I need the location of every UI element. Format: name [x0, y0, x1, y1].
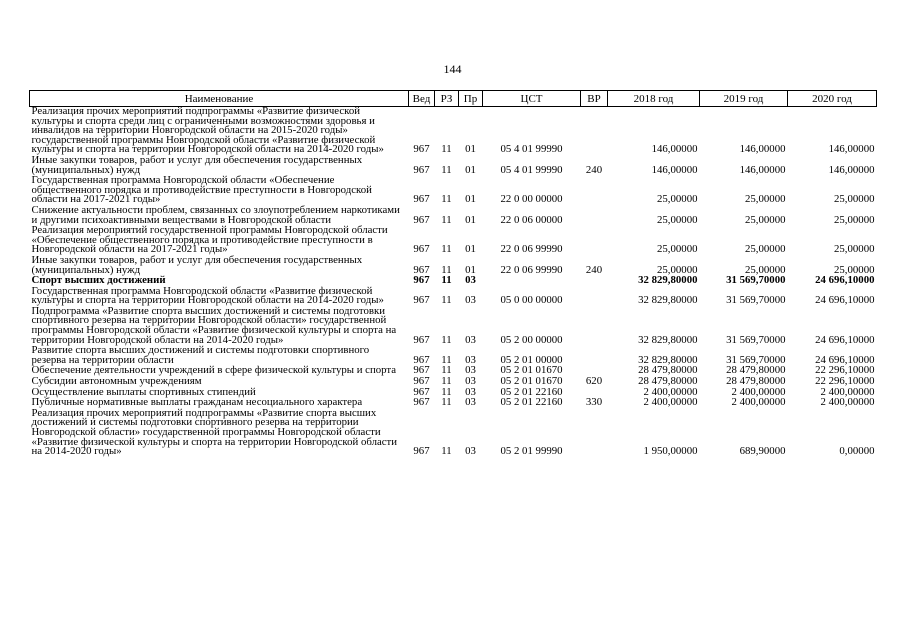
budget-table [29, 90, 877, 458]
cell-2018: 28 479,80000 [638, 364, 698, 377]
cell-2019: 25,00000 [745, 243, 786, 256]
cell-rz: 11 [441, 445, 452, 458]
table-row [30, 307, 877, 346]
cell-pr: 03 [465, 274, 476, 287]
cell-pr: 03 [465, 375, 476, 388]
column-header-name: Наименование [30, 91, 409, 107]
cell-rz: 11 [441, 385, 452, 398]
cell-2019: 28 479,80000 [726, 375, 786, 388]
column-header-vr: ВР [581, 91, 608, 107]
cell-pr: 03 [465, 396, 476, 409]
table-row [30, 156, 877, 176]
cell-rz: 11 [441, 193, 452, 206]
cell-vr [581, 176, 608, 206]
column-header-2020: 2020 год [788, 91, 877, 107]
cell-name: Государственная программа Новгородской области «Развитие физической культуры и спорта на территории Новгородской области на 2014-2020 годы» [31, 284, 384, 307]
cell-rz: 11 [441, 163, 452, 176]
cell-ved: 967 [413, 263, 430, 276]
cell-2018: 32 829,80000 [638, 333, 698, 346]
cell-name: Подпрограмма «Развитие спорта высших достижений и системы подготовки спортивного резерва на территории Новгородской области» государственной программы Новгородской области «Развитие физической культуры и спорта на территории Новгородской области на 2014-2020 годы» [31, 304, 397, 346]
cell-2019: 25,00000 [745, 213, 786, 226]
table-row [30, 256, 877, 276]
cell-ved: 967 [413, 243, 430, 256]
cell-ved: 967 [413, 163, 430, 176]
cell-2018: 32 829,80000 [638, 353, 698, 366]
cell-vr: 620 [585, 375, 603, 388]
cell-2018: 32 829,80000 [638, 274, 698, 287]
cell-2018: 28 479,80000 [638, 375, 698, 388]
cell-pr: 01 [465, 143, 476, 156]
cell-ved: 967 [413, 364, 430, 377]
cell-rz: 11 [441, 294, 452, 307]
cell-2019: 31 569,70000 [726, 333, 786, 346]
cell-rz: 11 [441, 143, 452, 156]
cell-2020: 2 400,00000 [820, 385, 875, 398]
cell-2018: 2 400,00000 [643, 385, 698, 398]
cell-name: Государственная программа Новгородской области «Обеспечение общественного порядка и противодействие преступности в Новгородской области на 2017-2021 годы» [31, 174, 372, 206]
cell-cst: 05 2 01 01670 [500, 375, 563, 388]
cell-2018: 1 950,00000 [643, 445, 698, 458]
cell-2018: 25,00000 [657, 193, 698, 206]
cell-2020: 24 696,10000 [815, 353, 875, 366]
cell-2020: 24 696,10000 [815, 274, 875, 287]
cell-2019: 146,00000 [739, 143, 786, 156]
cell-2020: 22 296,10000 [815, 375, 875, 388]
cell-ved: 967 [413, 143, 430, 156]
cell-vr [581, 107, 608, 156]
column-header-ved: Вед [409, 91, 435, 107]
cell-pr: 03 [465, 385, 476, 398]
cell-vr [581, 409, 608, 458]
cell-name: Реализация прочих мероприятий подпрограммы «Развитие физической культуры и спорта среди лиц с ограниченными возможностями здоровья и инвалидов на территории Новгородской области на 2015-2020 годы» государственной программы Новгородской области «Развитие физической культуры и спорта на территории Новгородской области на 2014-2020 годы» [31, 105, 384, 156]
cell-cst: 05 2 00 00000 [500, 333, 563, 346]
cell-cst: 05 2 01 22160 [500, 385, 563, 398]
cell-ved: 967 [413, 274, 430, 287]
cell-ved: 967 [413, 193, 430, 206]
cell-2020: 25,00000 [834, 243, 875, 256]
cell-pr: 01 [465, 163, 476, 176]
page-number: 144 [443, 62, 462, 76]
cell-2018: 2 400,00000 [643, 396, 698, 409]
cell-2020: 146,00000 [828, 163, 875, 176]
cell-2019: 31 569,70000 [726, 274, 786, 287]
cell-pr: 01 [465, 263, 476, 276]
cell-cst: 22 0 06 99990 [500, 263, 563, 276]
cell-vr [581, 276, 608, 287]
cell-rz: 11 [441, 375, 452, 388]
cell-2019: 31 569,70000 [726, 294, 786, 307]
cell-pr: 01 [465, 243, 476, 256]
cell-cst [483, 276, 581, 287]
cell-pr: 03 [465, 353, 476, 366]
cell-pr: 03 [465, 294, 476, 307]
cell-ved: 967 [413, 294, 430, 307]
cell-rz: 11 [441, 274, 452, 287]
table-row [30, 107, 877, 156]
cell-2019: 2 400,00000 [731, 396, 786, 409]
cell-2020: 24 696,10000 [815, 294, 875, 307]
cell-rz: 11 [441, 396, 452, 409]
cell-2020: 25,00000 [834, 263, 875, 276]
cell-name: Осуществление выплаты спортивных стипендий [31, 385, 256, 398]
cell-2020: 25,00000 [834, 213, 875, 226]
table-row [30, 176, 877, 206]
cell-name: Реализация прочих мероприятий подпрограммы «Развитие спорта высших достижений и системы подготовки спортивного резерва на территории Новгородской области» государственной программы Новгородской области «Развитие физической культуры и спорта на территории Новгородской области на 2014-2020 годы» [31, 406, 398, 458]
table-body [30, 107, 877, 458]
cell-cst: 05 2 01 22160 [500, 396, 563, 409]
cell-pr: 01 [465, 213, 476, 226]
cell-rz: 11 [441, 243, 452, 256]
cell-pr: 03 [465, 364, 476, 377]
cell-2018: 25,00000 [657, 213, 698, 226]
cell-rz: 11 [441, 213, 452, 226]
cell-2019: 28 479,80000 [726, 364, 786, 377]
cell-cst: 22 0 00 00000 [500, 193, 563, 206]
cell-ved: 967 [413, 353, 430, 366]
cell-2020: 2 400,00000 [820, 396, 875, 409]
cell-2018: 32 829,80000 [638, 294, 698, 307]
column-header-pr: Пр [459, 91, 483, 107]
cell-cst: 05 4 01 99990 [500, 143, 563, 156]
cell-vr: 240 [585, 163, 603, 176]
cell-name: Спорт высших достижений [31, 274, 166, 287]
cell-2019: 25,00000 [745, 193, 786, 206]
cell-vr: 240 [585, 263, 603, 276]
cell-2020: 24 696,10000 [815, 333, 875, 346]
cell-name: Субсидии автономным учреждениям [31, 375, 202, 388]
table-row [30, 287, 877, 307]
cell-cst: 05 2 01 99990 [500, 445, 563, 458]
table-row [30, 226, 877, 256]
cell-ved: 967 [413, 375, 430, 388]
cell-name: Реализация мероприятий государственной программы Новгородской области «Обеспечение общественного порядка и противодействие преступности в Новгородской области на 2017-2021 годы» [31, 224, 388, 256]
column-header-rz: РЗ [435, 91, 459, 107]
cell-ved: 967 [413, 445, 430, 458]
cell-rz: 11 [441, 263, 452, 276]
cell-pr: 03 [465, 333, 476, 346]
cell-cst: 22 0 06 00000 [500, 213, 563, 226]
cell-vr: 330 [585, 396, 603, 409]
cell-ved: 967 [413, 396, 430, 409]
column-header-2019: 2019 год [700, 91, 788, 107]
cell-2019: 2 400,00000 [731, 385, 786, 398]
cell-vr [581, 287, 608, 307]
cell-name: Иные закупки товаров, работ и услуг для обеспечения государственных (муниципальных) нужд [31, 253, 363, 276]
cell-vr [581, 206, 608, 226]
cell-rz: 11 [441, 364, 452, 377]
cell-pr: 01 [465, 193, 476, 206]
cell-2020: 146,00000 [828, 143, 875, 156]
cell-2018: 146,00000 [651, 143, 698, 156]
cell-2019: 31 569,70000 [726, 353, 786, 366]
table-row [30, 206, 877, 226]
cell-pr: 03 [465, 445, 476, 458]
cell-2020: 22 296,10000 [815, 364, 875, 377]
cell-2018: 25,00000 [657, 263, 698, 276]
cell-2020: 25,00000 [834, 193, 875, 206]
cell-2019: 689,90000 [739, 445, 786, 458]
cell-rz: 11 [441, 333, 452, 346]
column-header-cst: ЦСТ [483, 91, 581, 107]
cell-name: Иные закупки товаров, работ и услуг для обеспечения государственных (муниципальных) нужд [31, 153, 363, 176]
table-row [30, 346, 877, 366]
cell-name: Снижение актуальности проблем, связанных со злоупотреблением наркотиками и другими психоактивными веществами в Новгородской области [31, 203, 400, 226]
cell-2018: 146,00000 [651, 163, 698, 176]
column-header-2018: 2018 год [608, 91, 700, 107]
cell-2020: 0,00000 [839, 445, 875, 458]
cell-cst: 22 0 06 99990 [500, 243, 563, 256]
cell-ved: 967 [413, 385, 430, 398]
cell-2019: 146,00000 [739, 163, 786, 176]
cell-vr [581, 346, 608, 366]
cell-vr [581, 226, 608, 256]
cell-cst: 05 2 01 00000 [500, 353, 563, 366]
cell-name: Обеспечение деятельности учреждений в сфере физической культуры и спорта [31, 364, 397, 377]
cell-ved: 967 [413, 333, 430, 346]
cell-2018: 25,00000 [657, 243, 698, 256]
cell-cst: 05 2 01 01670 [500, 364, 563, 377]
cell-vr [581, 307, 608, 346]
cell-ved: 967 [413, 213, 430, 226]
cell-cst: 05 4 01 99990 [500, 163, 563, 176]
cell-rz: 11 [441, 353, 452, 366]
cell-2019: 25,00000 [745, 263, 786, 276]
table-row [30, 409, 877, 458]
cell-name: Развитие спорта высших достижений и системы подготовки спортивного резерва на территории области [31, 344, 370, 366]
cell-cst: 05 0 00 00000 [500, 294, 563, 307]
cell-name: Публичные нормативные выплаты гражданам несоциального характера [31, 396, 363, 409]
